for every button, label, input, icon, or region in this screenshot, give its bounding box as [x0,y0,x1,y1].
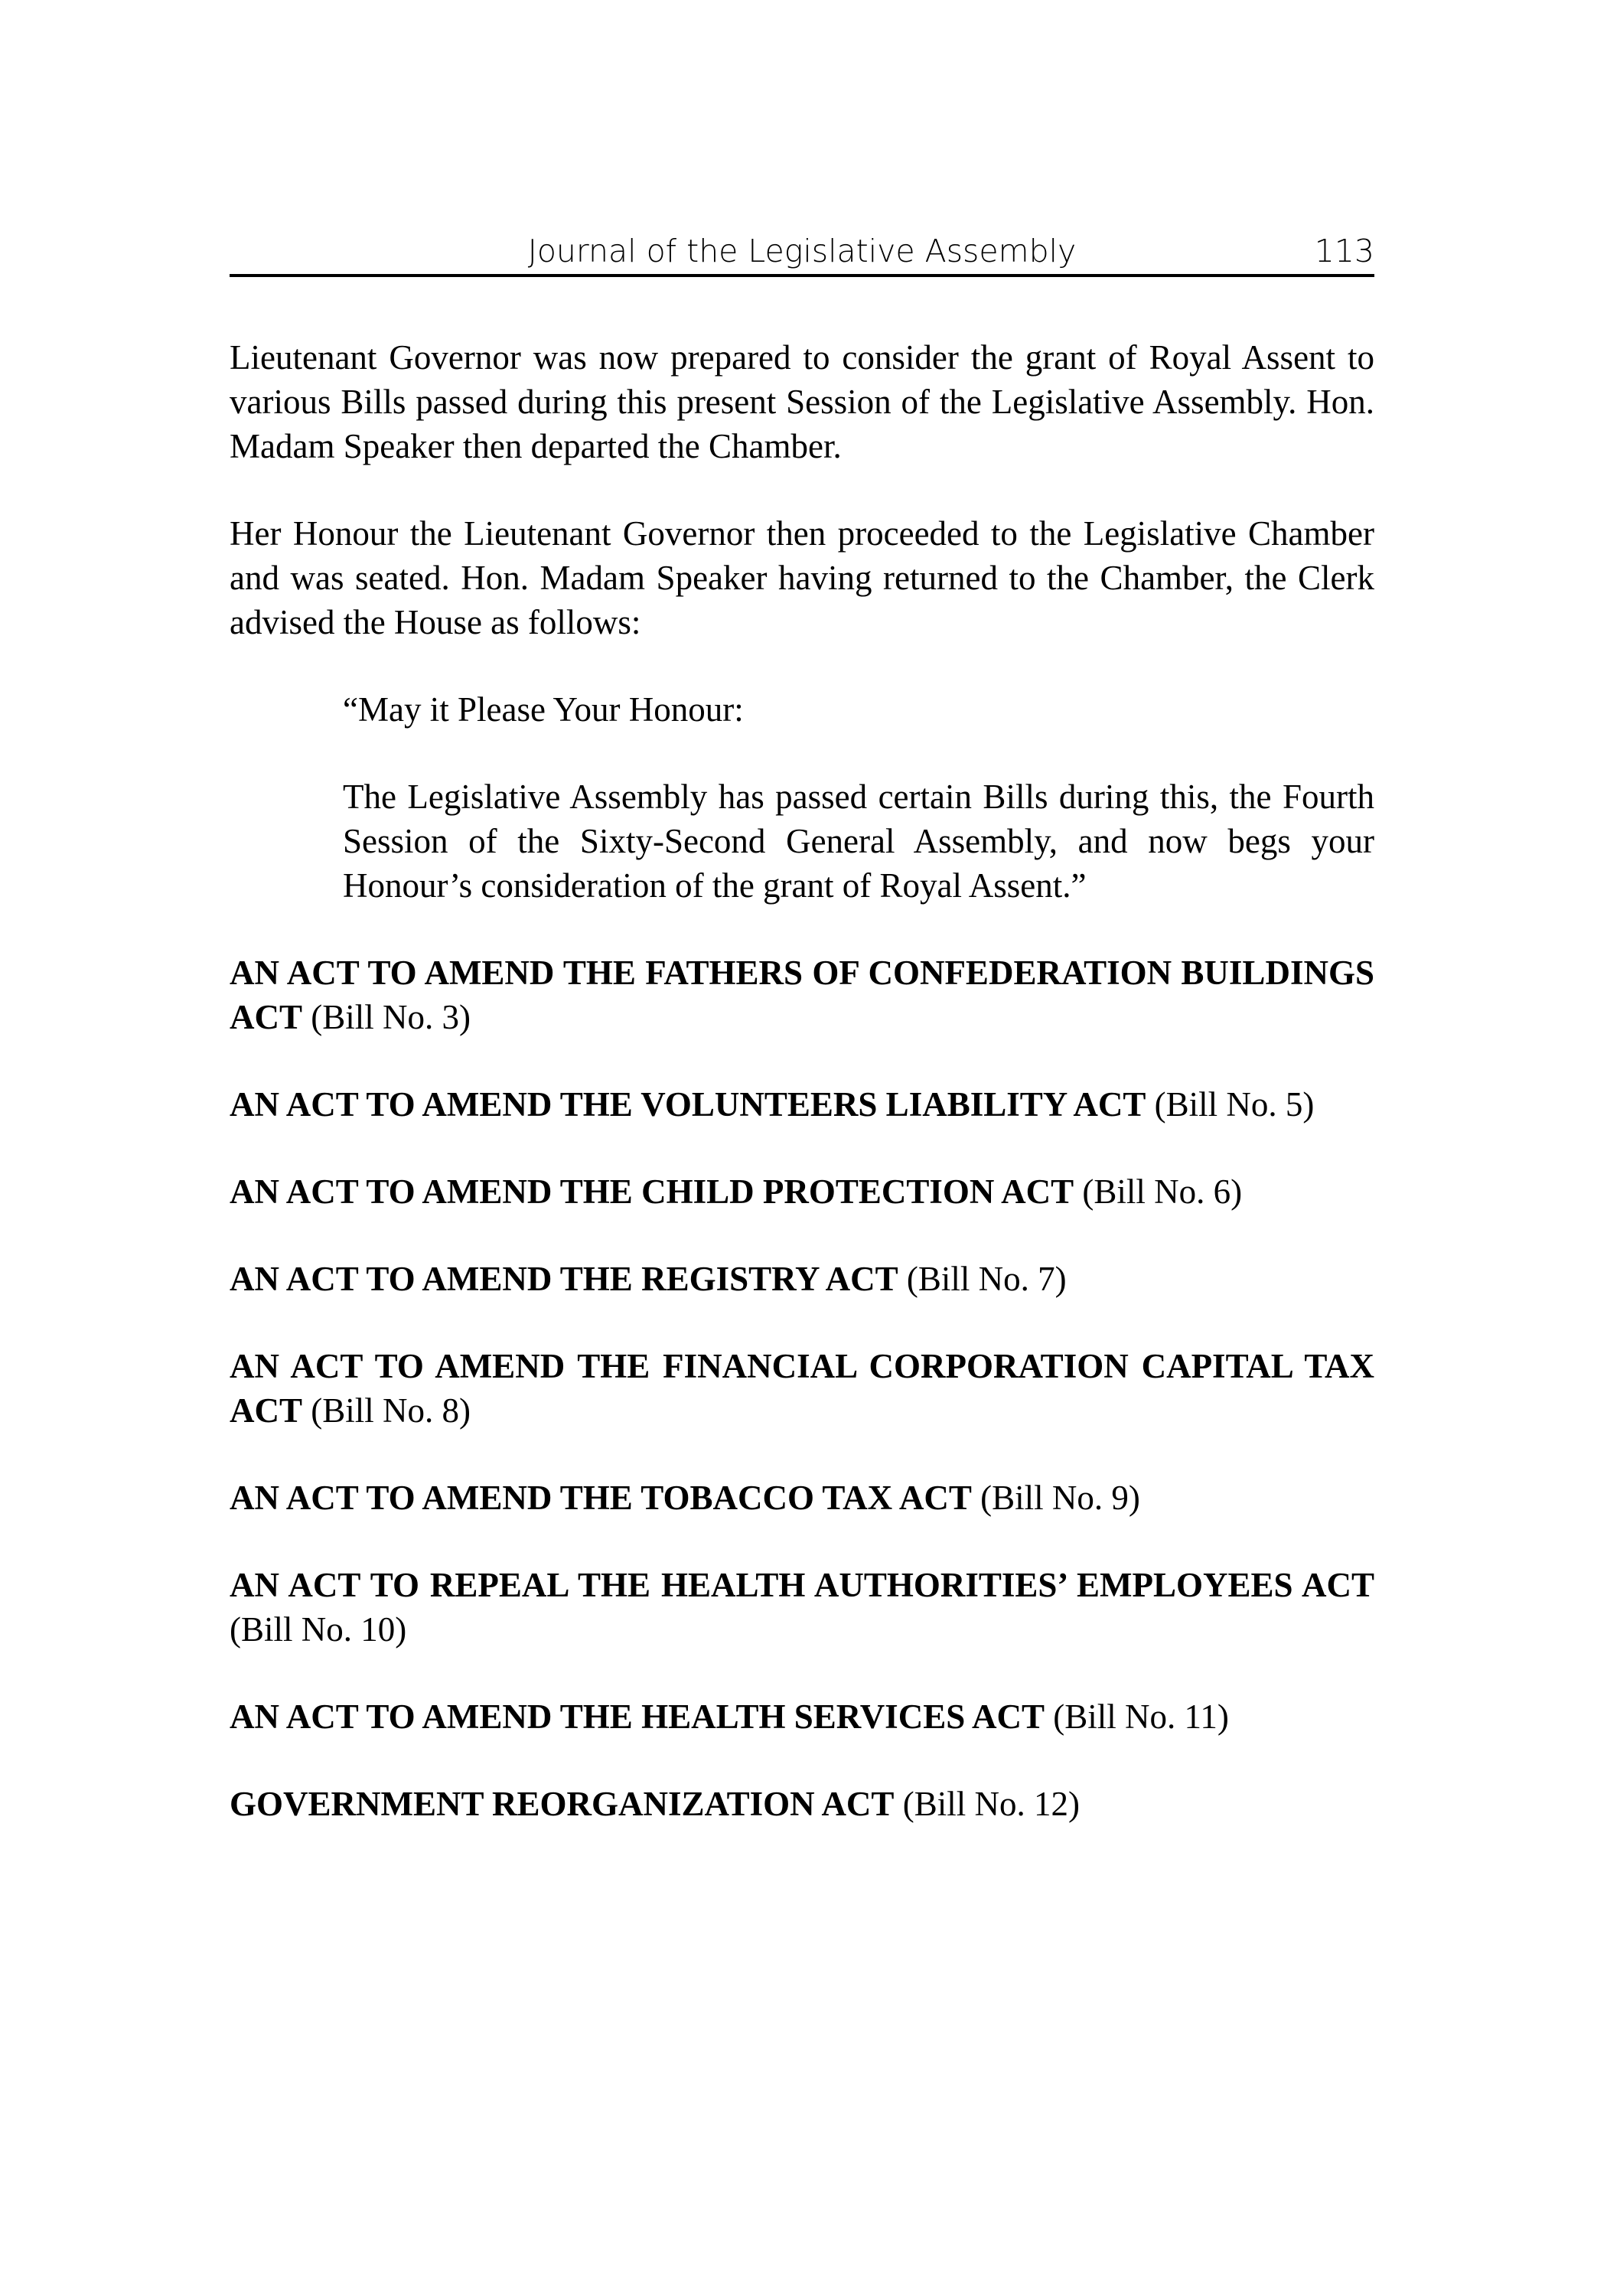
bill-title: AN ACT TO AMEND THE REGISTRY ACT [230,1260,898,1298]
bill-entry [230,1344,1374,1433]
page-header [230,231,1374,277]
bill-title: AN ACT TO AMEND THE TOBACCO TAX ACT [230,1479,972,1517]
bill-number: (Bill No. 12) [902,1785,1080,1823]
bill-entry [230,1476,1374,1520]
bill-number: (Bill No. 7) [906,1260,1067,1298]
paragraph: Lieutenant Governor was now prepared to consider the grant of Royal Assent to various Bills passed during this present Session of the Legislative Assembly. Hon. Madam Speaker then departed the Chamber. [230,338,1374,465]
bill-title: AN ACT TO AMEND THE HEALTH SERVICES ACT [230,1698,1045,1736]
bill-number: (Bill No. 6) [1082,1172,1243,1211]
quote-text: The Legislative Assembly has passed certain Bills during this, the Fourth Session of the Sixty-Second General Assembly, and now begs your Honour’s consideration of the grant of Royal Assent.” [343,778,1374,905]
page-number: 113 [1314,233,1374,269]
bill-entry [230,1782,1374,1826]
bill-entry [230,951,1374,1039]
bill-number: (Bill No. 10) [230,1610,407,1649]
bill-title: AN ACT TO AMEND THE VOLUNTEERS LIABILITY ACT [230,1085,1146,1124]
bill-title: AN ACT TO AMEND THE FINANCIAL CORPORATION CAPITAL TAX ACT [230,1347,1374,1430]
bill-title: GOVERNMENT REORGANIZATION ACT [230,1785,895,1823]
bill-number: (Bill No. 3) [311,998,471,1036]
bill-entry [230,1082,1374,1127]
running-title: Journal of the Legislative Assembly [527,233,1077,269]
bill-title: AN ACT TO AMEND THE CHILD PROTECTION ACT [230,1172,1074,1211]
bill-entry [230,1694,1374,1739]
bill-number: (Bill No. 5) [1154,1085,1315,1124]
bill-title: AN ACT TO REPEAL THE HEALTH AUTHORITIES’ EMPLOYEES ACT [230,1566,1374,1604]
bill-title: AN ACT TO AMEND THE FATHERS OF CONFEDERATION BUILDINGS ACT [230,954,1374,1036]
quote-salutation: “May it Please Your Honour: [343,690,744,729]
bill-number: (Bill No. 11) [1053,1698,1229,1736]
bill-number: (Bill No. 9) [980,1479,1140,1517]
page-body [230,335,1374,1869]
paragraph: Her Honour the Lieutenant Governor then proceeded to the Legislative Chamber and was seated. Hon. Madam Speaker having returned to the Chamber, the Clerk advised the House as follows: [230,514,1374,641]
bill-entry [230,1563,1374,1652]
bill-number: (Bill No. 8) [311,1391,471,1430]
bill-entry [230,1169,1374,1214]
bill-entry [230,1257,1374,1301]
